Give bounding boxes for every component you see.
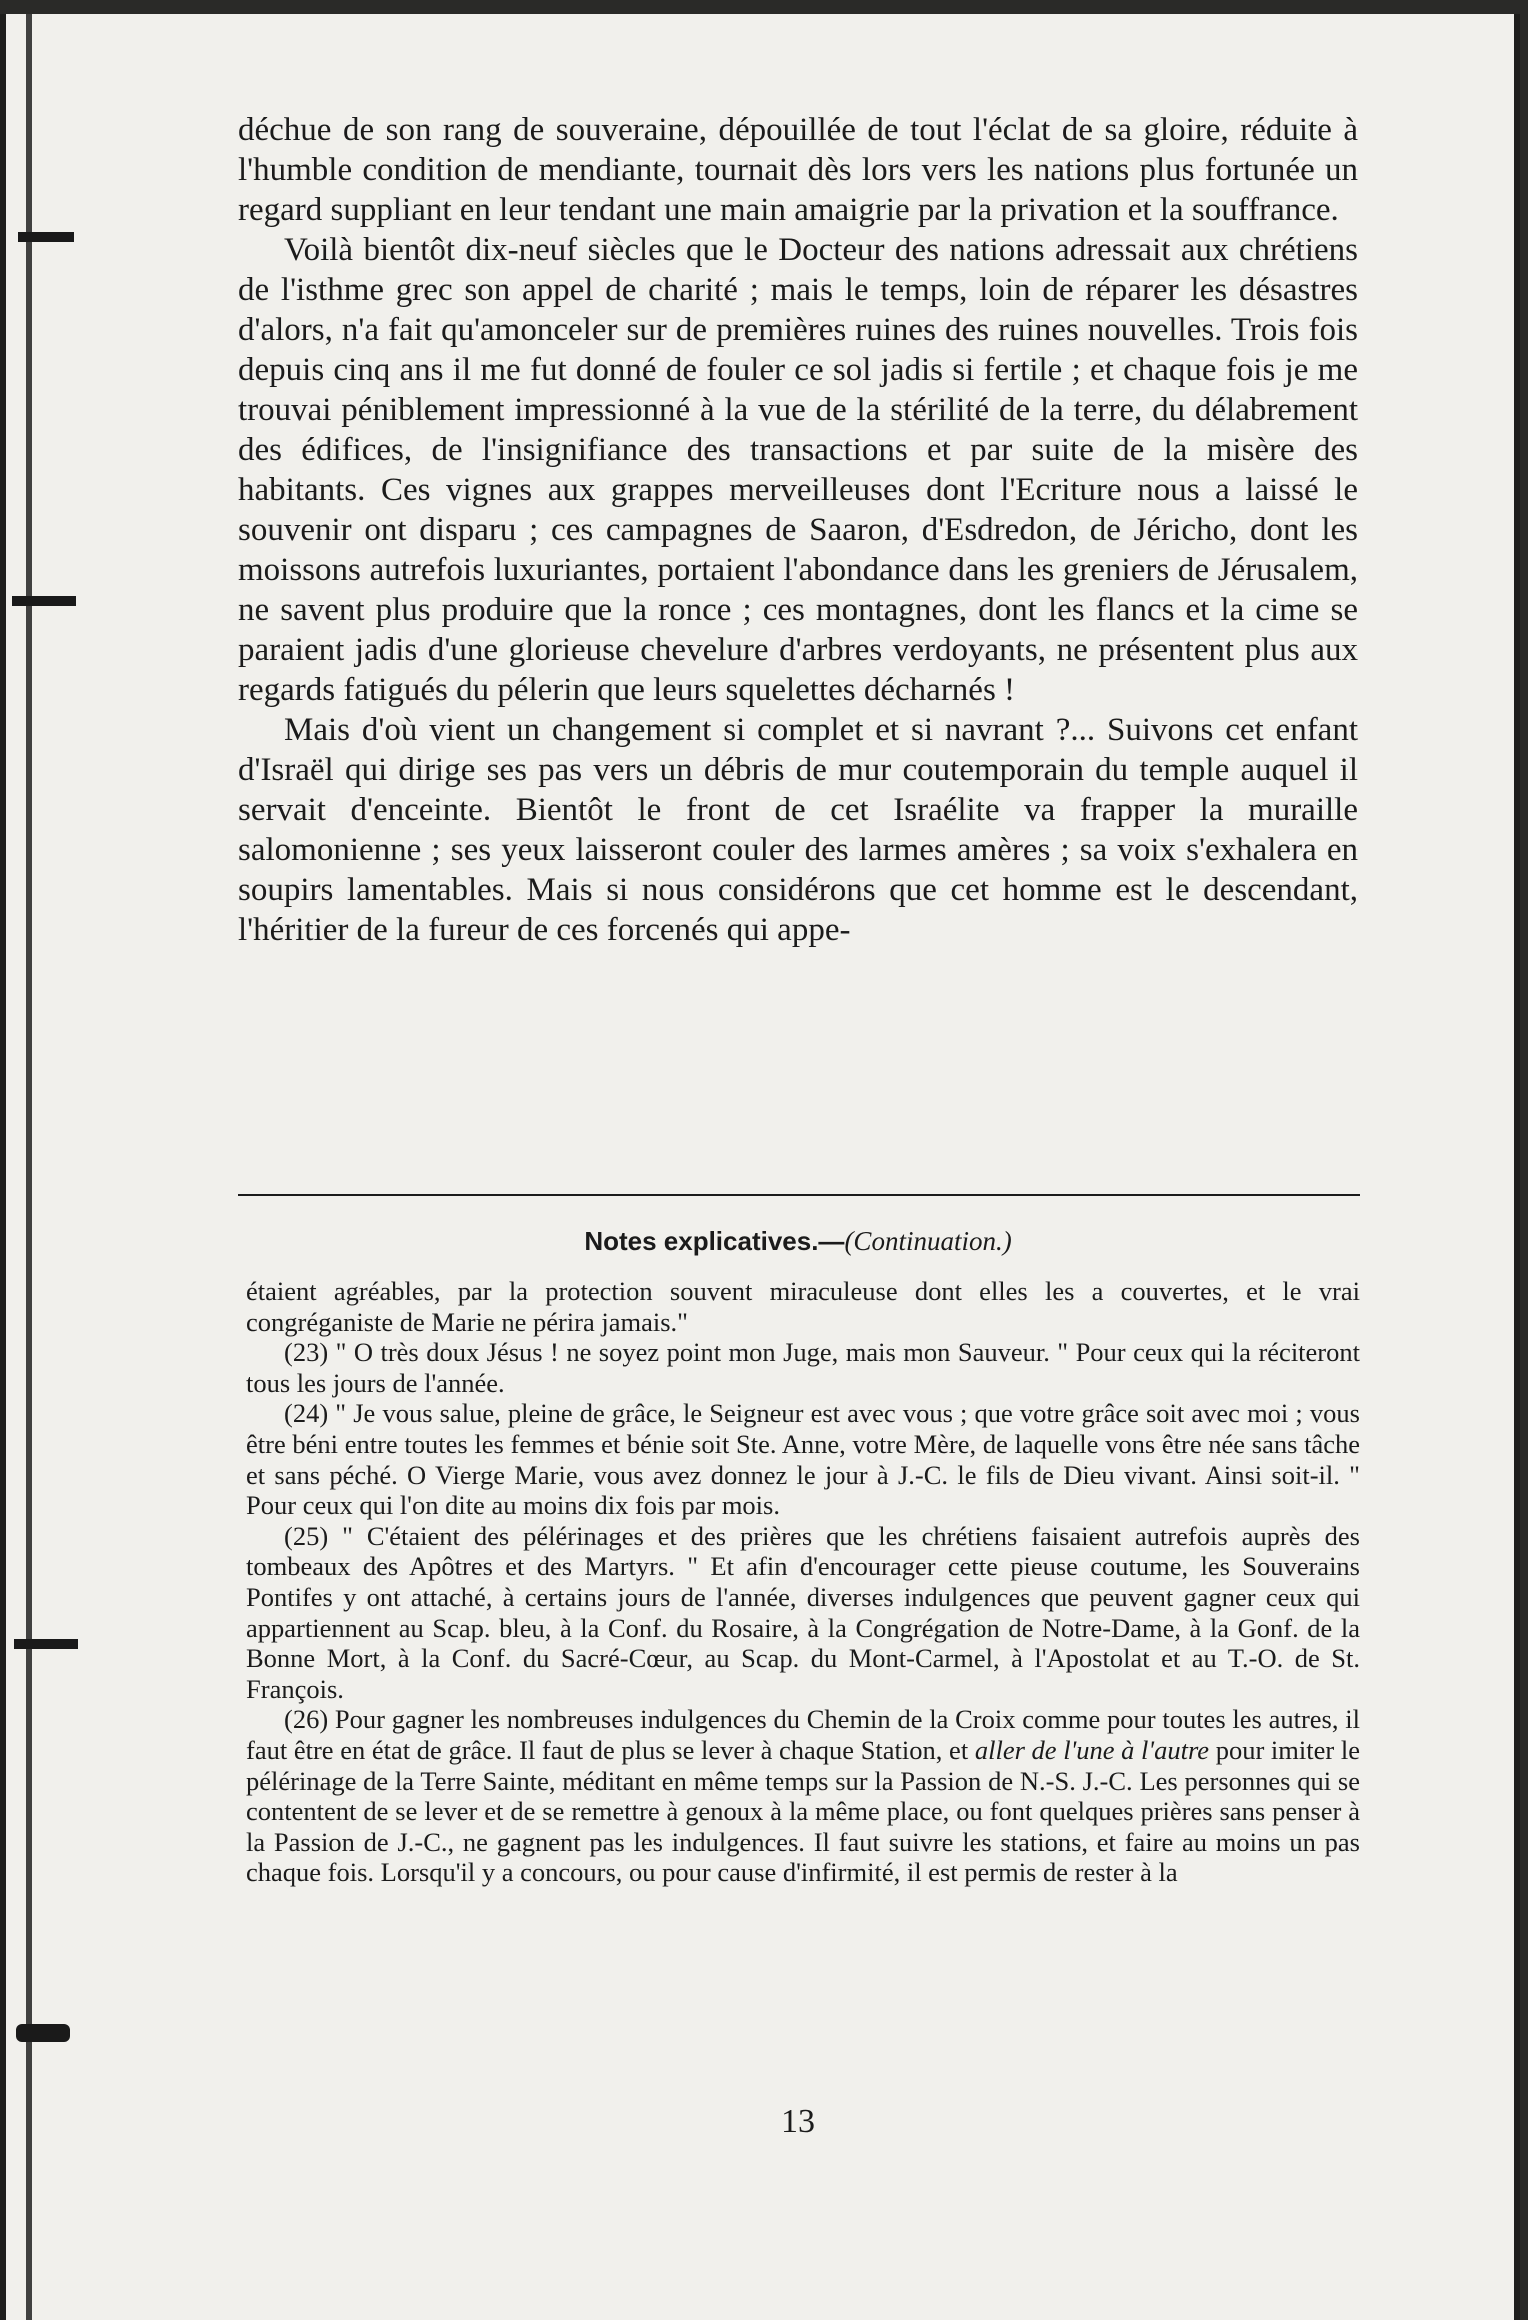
binding-stitch (12, 596, 76, 606)
notes-heading-subtitle: (Continuation.) (844, 1226, 1012, 1256)
footnote-26 (246, 1704, 1360, 1888)
footnote-24: (24) " Je vous salue, pleine de grâce, le Seigneur est avec vous ; que votre grâce soit avec moi ; vous être béni entre toutes les femmes et bénie soit Ste. Anne, votre Mère, de laquelle vons être née sans tâche et sans péché. O Vierge Marie, vous avez donnez le jour à J.-C. le fils de Dieu vivant. Ainsi soit-il. " Pour ceux qui l'on dite au moins dix fois par mois. (246, 1398, 1360, 1521)
binding-stitch (14, 1639, 78, 1649)
binding-stitch (18, 232, 74, 242)
page-number: 13 (781, 2103, 815, 2140)
footnote-divider (238, 1194, 1360, 1196)
footnote-26-text: pour imiter le pélérinage de la Terre Sainte, méditant en même temps sur la Passion de N.-S. J.-C. Les personnes qui se contentent de se lever et de se remettre à genoux à la même place, ou font quelques prières sans penser à la Passion de J.-C., ne gagnent pas les indulgences. Il faut suivre les stations, et faire au moins un pas chaque fois. Lorsqu'il y a concours, ou pour cause d'infirmité, il est permis de rester à la (246, 1734, 1360, 1888)
footnote-26-emphasis: aller de l'une à l'autre (974, 1734, 1210, 1765)
footnotes (246, 1276, 1360, 1888)
binding-edge (26, 14, 32, 2320)
footnote-23: (23) " O très doux Jésus ! ne soyez point mon Juge, mais mon Sauveur. " Pour ceux qui la réciteront tous les jours de l'année. (246, 1337, 1360, 1398)
main-body-text (238, 110, 1358, 950)
body-paragraph: Mais d'où vient un changement si complet et si navrant ?... Suivons cet enfant d'Israël qui dirige ses pas vers un débris de mur coutemporain du temple auquel il servait d'enceinte. Bientôt le front de cet Israélite va frapper la muraille salomonienne ; ses yeux laisseront couler des larmes amères ; sa voix s'exhalera en soupirs lamentables. Mais si nous considérons que cet homme est le descendant, l'héritier de la fureur de ces forcenés qui appe- (238, 712, 1358, 948)
footnote-26-text: (26) Pour gagner les nombreuses indulgences du Chemin de la Croix comme pour toutes les autres, il faut être en état de grâce. Il faut de plus se lever à chaque Station, et (246, 1704, 1360, 1765)
book-page (0, 14, 1520, 2320)
binding-stitch (16, 2024, 70, 2042)
notes-heading (238, 1224, 1358, 1258)
footnote-continuation: étaient agréables, par la protection souvent miraculeuse dont elles les a couvertes, et le vrai congréganiste de Marie ne périra jamais." (246, 1276, 1360, 1337)
body-paragraph: déchue de son rang de souveraine, dépouillée de tout l'éclat de sa gloire, réduite à l'humble condition de mendiante, tournait dès lors vers les nations plus fortunée un regard suppliant en leur tendant une main amaigrie par la privation et la souffrance. (238, 112, 1358, 228)
notes-heading-title: Notes explicatives.— (584, 1226, 845, 1256)
body-paragraph: Voilà bientôt dix-neuf siècles que le Docteur des nations adressait aux chrétiens de l'isthme grec son appel de charité ; mais le temps, loin de réparer les désastres d'alors, n'a fait qu'amonceler sur de premières ruines des ruines nouvelles. Trois fois depuis cinq ans il me fut donné de fouler ce sol jadis si fertile ; et chaque fois je me trouvai péniblement impressionné à la vue de la stérilité de la terre, du délabrement des édifices, de l'insignifiance des transactions et par suite de la misère des habitants. Ces vignes aux grappes merveilleuses dont l'Ecriture nous a laissé le souvenir ont disparu ; ces campagnes de Saaron, d'Esdredon, de Jéricho, dont les moissons autrefois luxuriantes, portaient l'abondance dans les greniers de Jérusalem, ne savent plus produire que la ronce ; ces montagnes, dont les flancs et la cime se paraient jadis d'une glorieuse chevelure d'arbres verdoyants, ne présentent plus aux regards fatigués du pélerin que leurs squelettes décharnés ! (238, 232, 1358, 708)
footnote-25: (25) " C'étaient des pélérinages et des prières que les chrétiens faisaient autrefois auprès des tombeaux des Apôtres et des Martyrs. " Et afin d'encourager cette pieuse coutume, les Souverains Pontifes y ont attaché, à certains jours de l'année, diverses indulgences que peuvent gagner ceux qui appartiennent au Scap. bleu, à la Conf. du Rosaire, à la Congrégation de Notre-Dame, à la Gonf. de la Bonne Mort, à la Conf. du Sacré-Cœur, au Scap. du Mont-Carmel, à l'Apostolat et au T.-O. de St. François. (246, 1520, 1360, 1704)
